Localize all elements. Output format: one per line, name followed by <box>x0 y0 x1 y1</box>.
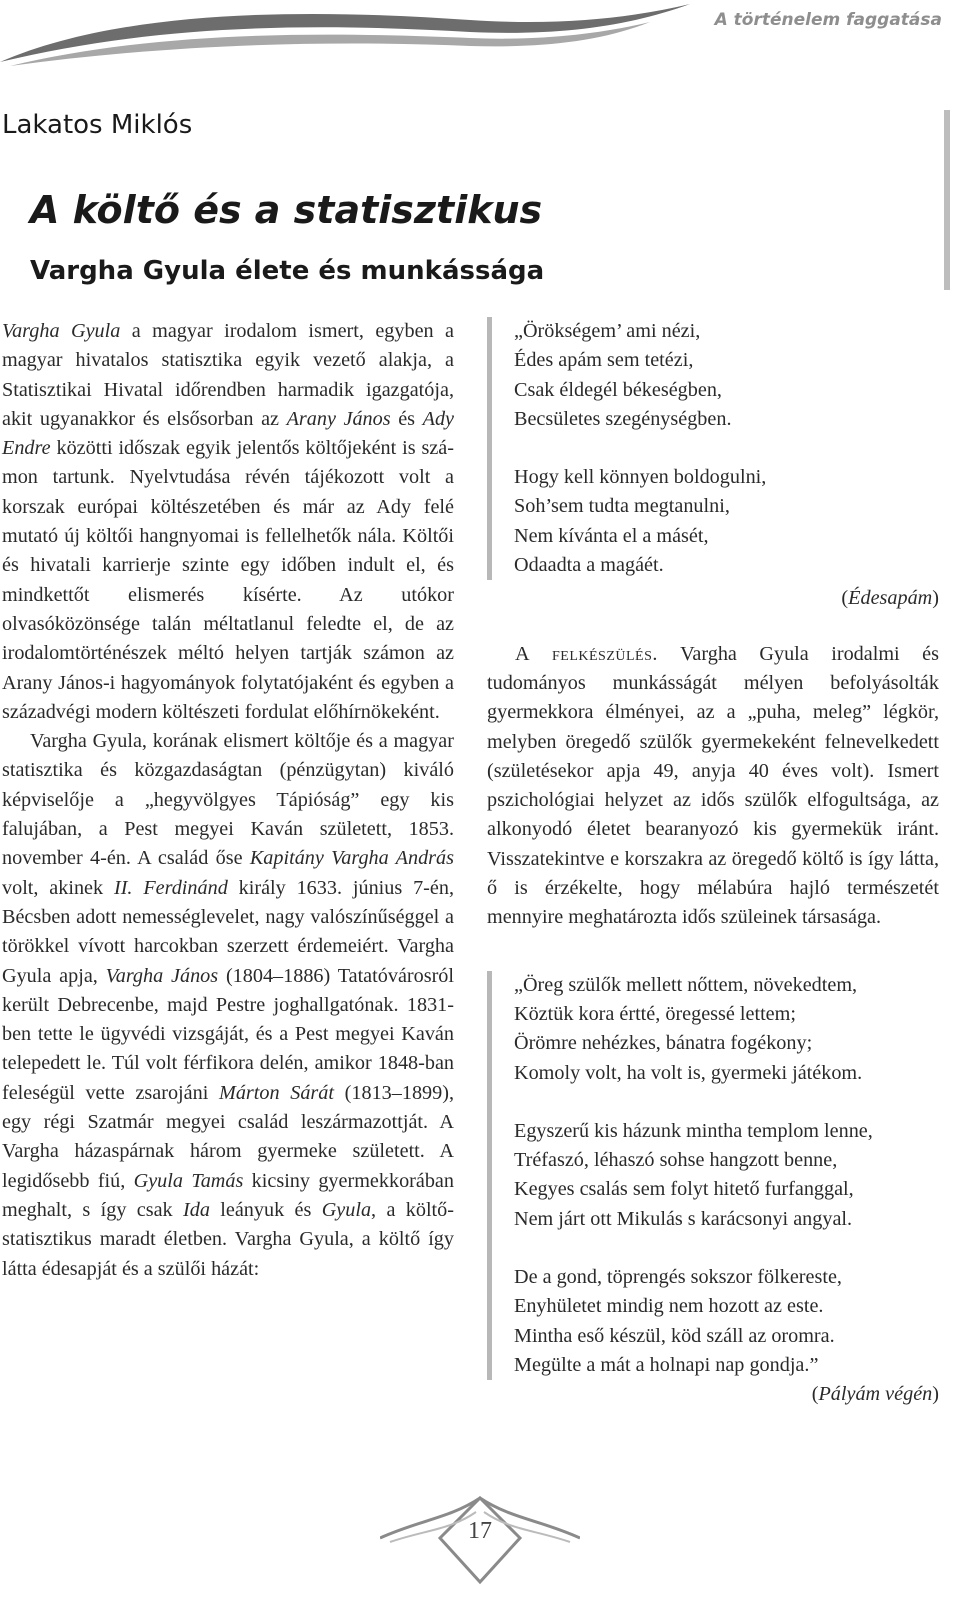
header-swash-ornament <box>0 0 700 70</box>
page-number: 17 <box>468 1518 492 1544</box>
text-run: Vargha Gyula, korának elismert költője és a magyar statisztika és közgazdaságtan (pénzügytan) kiváló képviselője a „hegyvölgyes Tápióság” egy kis falujában, a Pest megyei Kaván született, 1853. november 4-én. A család őse <box>2 730 454 870</box>
section-heading: A felkészülés. <box>515 642 658 665</box>
author-name: Lakatos Miklós <box>2 110 193 140</box>
body-paragraph <box>487 640 939 933</box>
poem-line: Megülte a mát a holnapi nap gondja.” <box>514 1353 819 1376</box>
poem-line: Soh’sem tudta megtanulni, <box>514 495 730 518</box>
article-title: A költő és a statisztikus <box>30 188 543 232</box>
poem-source-title: Édesapám <box>848 587 933 610</box>
poem-line: Csak éldegél békeségben, <box>514 378 722 401</box>
text-run: és <box>390 407 423 430</box>
poem-line: Édes apám sem tetézi, <box>514 349 694 372</box>
poem-quote-palyam-vegen <box>487 971 939 1381</box>
poem-source: (Pályám végén) <box>811 1383 939 1406</box>
poem-line: Örömre nehézkes, bánatra fogékony; <box>514 1032 813 1055</box>
poem-line: Tréfaszó, léhaszó sohse hangzott benne, <box>514 1149 838 1172</box>
poem-stanza <box>514 317 939 434</box>
poem-line: Egyszerű kis házunk mintha templom lenne, <box>514 1119 873 1142</box>
person-name: Ady Endre <box>2 407 454 460</box>
text-run: , a költőstatisztikus maradt életben. Vargha Gyula, a költő így látta édesapját és a szülői házát: <box>2 1198 454 1280</box>
decorative-side-bar <box>944 110 950 290</box>
body-paragraph <box>2 727 454 1284</box>
body-paragraph <box>2 317 454 727</box>
text-run: volt, akinek <box>2 876 114 899</box>
poem-source-title: Pályám végén <box>818 1383 933 1406</box>
text-run: király 1633. június 7-én, Bécsben adott nemességlevelet, nagy valószínűséggel a törökkel vívott harcokban szerzett érdemeiért. Vargha Gyula apja, <box>2 876 454 987</box>
poem-line: Becsületes szegénységben. <box>514 407 732 430</box>
poem-line: Nem járt ott Mikulás s karácsonyi angyal. <box>514 1207 853 1230</box>
poem-line: Hogy kell könnyen boldogulni, <box>514 466 767 489</box>
text-run: leányuk és <box>209 1198 322 1221</box>
right-column <box>487 317 939 1410</box>
poem-stanza <box>514 1263 939 1380</box>
text-run: kicsiny gyermekkorában meghalt, s így csak <box>2 1169 454 1221</box>
person-name: II. Ferdinánd <box>113 876 228 899</box>
poem-line: „Öreg szülők mellett nőttem, növekedtem, <box>514 973 858 996</box>
poem-source: (Édesapám) <box>841 587 939 610</box>
person-name: Kapitány Vargha András <box>249 847 454 870</box>
poem-line: De a gond, töprengés sokszor fölkereste, <box>514 1266 842 1289</box>
poem-line: Nem kívánta el a másét, <box>514 524 709 547</box>
poem-stanza <box>514 1117 939 1234</box>
person-name: Gyula Tamás <box>133 1169 244 1192</box>
poem-line: „Örökségem’ ami nézi, <box>514 320 701 342</box>
poem-quote-edesapam <box>487 317 939 580</box>
poem-stanza <box>514 463 939 580</box>
running-header: A történelem faggatása <box>714 10 942 30</box>
text-run: (1804–1886) Tatatóvárosról került Debrecenbe, majd Pestre joghallgatónak. 1831-ben tette le ügyvédi vizsgáját, és a Pest megyei Kaván telepedett le. Túl volt férfikora delén, amikor 1848-ban feleségül vette zsarojáni <box>2 964 454 1104</box>
person-name: Gyula <box>321 1198 372 1221</box>
left-column <box>2 317 454 1284</box>
text-run: (1813–1899), egy régi Szatmár megyei család leszármazottját. A Vargha házaspárnak három gyermeke született. A legidősebb fiú, <box>2 1081 454 1192</box>
person-name: Ida <box>183 1198 210 1221</box>
text-run: közötti időszak egyik jelentős költőjeként is számon tartunk. Nyelvtudása révén tájékozott volt a korszak európai költészetében és már az Ady felé mutató új költői hangnyomai is fellelhetők nála. Költői és hivatali karrierje szinte egy időben indult el, és mindkettőt elismerés kísérte. Az utókor olvasóközönsége talán méltatlanul feledte el, de az irodalomtörténészek méltó helyen tartják számon az Arany János-i hagyományok folytatójaként és egyben a századvégi modern költészeti fordulat előhírnökeként. <box>2 437 454 723</box>
text-run: a magyar irodalom ismert, egyben a magyar hivatalos statisztika egyik vezető alakja, a Statisztikai Hivatal időrendben harmadik igazgatója, akit ugyanakkor és elsősorban az <box>2 320 454 430</box>
person-name: Arany János <box>286 407 391 430</box>
poem-line: Köztük kora értté, öregessé lettem; <box>514 1002 796 1025</box>
poem-stanza <box>514 971 939 1088</box>
poem-line: Kegyes csalás sem folyt hitető furfanggal, <box>514 1178 854 1201</box>
poem-line: Mintha eső készül, köd száll az oromra. <box>514 1324 835 1347</box>
poem-line: Enyhületet mindig nem hozott az este. <box>514 1295 824 1318</box>
person-name: Márton Sárát <box>219 1081 334 1104</box>
article-subtitle: Vargha Gyula élete és munkássága <box>30 256 545 286</box>
text-run: Vargha Gyula irodalmi és tudományos munkásságát mélyen befolyásolták gyermekkora élményei, az a „puha, meleg” légkör, melyben öregedő szülők gyermekeként felnevelkedett (születésekor apja 49, anyja 40 éves volt). Ismert pszichológiai helyzet az idős szülők elfogultsága, az alkonyodó életet bearanyozó kis gyermekük iránt. Visszatekintve e korszakra az öregedő költő is így látta, ő is érzékelte, hogy mélabúra hajló természetét mennyire meghatározta idős szüleinek társasága. <box>487 642 939 929</box>
poem-line: Komoly volt, ha volt is, gyermeki játékom. <box>514 1061 863 1084</box>
poem-line: Odaadta a magáét. <box>514 554 664 577</box>
person-name: Vargha Gyula <box>2 320 121 342</box>
person-name: Vargha János <box>105 964 219 987</box>
